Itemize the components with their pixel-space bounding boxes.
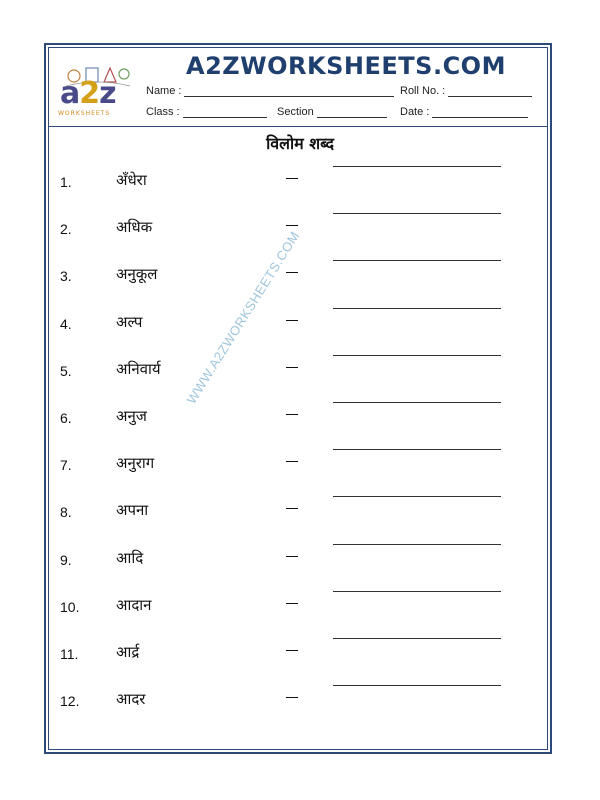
class-field <box>146 106 267 118</box>
answer-blank[interactable] <box>333 638 501 639</box>
dash-separator <box>286 697 298 698</box>
dash-separator <box>286 556 298 557</box>
dash-separator <box>286 414 298 415</box>
list-item <box>0 496 600 526</box>
section-blank[interactable] <box>317 108 387 118</box>
roll-no-blank[interactable] <box>448 87 532 97</box>
header-divider <box>48 126 548 127</box>
watermark: WWW.A2ZWORKSHEETS.COM <box>183 228 303 407</box>
item-number: 10. <box>60 598 80 615</box>
date-label: Date : <box>400 106 430 118</box>
item-number: 12. <box>60 693 80 710</box>
item-number: 5. <box>60 362 72 379</box>
item-word: अल्प <box>116 312 143 331</box>
date-blank[interactable] <box>432 108 528 118</box>
list-item <box>0 166 600 196</box>
worksheet-title: विलोम शब्द <box>266 134 334 153</box>
list-item <box>0 213 600 243</box>
site-title: A2ZWORKSHEETS.COM <box>186 52 506 80</box>
answer-blank[interactable] <box>333 355 501 356</box>
dash-separator <box>286 367 298 368</box>
item-word: अनुज <box>116 407 147 425</box>
item-number: 7. <box>60 457 72 474</box>
item-number: 3. <box>60 268 72 285</box>
item-number: 9. <box>60 551 72 568</box>
class-label: Class : <box>146 106 180 118</box>
list-item <box>0 591 600 621</box>
dash-separator <box>286 272 298 273</box>
item-word: अनुकूल <box>116 265 158 284</box>
dash-separator <box>286 508 298 509</box>
item-number: 2. <box>60 221 72 238</box>
dash-separator <box>286 225 298 226</box>
list-item <box>0 638 600 668</box>
answer-blank[interactable] <box>333 449 501 450</box>
answer-blank[interactable] <box>333 496 501 497</box>
roll-no-label: Roll No. : <box>400 85 446 97</box>
dash-separator <box>286 603 298 604</box>
answer-blank[interactable] <box>333 685 501 686</box>
list-item <box>0 402 600 432</box>
list-item <box>0 308 600 338</box>
item-word: अपना <box>116 501 149 520</box>
item-number: 8. <box>60 504 72 521</box>
answer-blank[interactable] <box>333 213 501 214</box>
list-item <box>0 544 600 574</box>
item-number: 4. <box>60 315 72 332</box>
list-item <box>0 685 600 715</box>
answer-blank[interactable] <box>333 544 501 545</box>
name-blank[interactable] <box>184 87 394 97</box>
item-word: आर्द्र <box>116 643 140 661</box>
item-number: 11. <box>60 646 79 662</box>
class-blank[interactable] <box>183 108 267 118</box>
site-logo <box>56 62 136 124</box>
item-word: अनिवार्य <box>116 359 161 378</box>
item-number: 1. <box>60 174 72 190</box>
answer-blank[interactable] <box>333 308 501 309</box>
answer-blank[interactable] <box>333 402 501 403</box>
item-word: अनुराग <box>116 454 155 473</box>
list-item <box>0 260 600 290</box>
section-label: Section <box>277 106 314 118</box>
item-word: आदि <box>116 548 144 567</box>
dash-separator <box>286 178 298 179</box>
list-item <box>0 449 600 479</box>
list-item <box>0 355 600 385</box>
date-field <box>400 106 528 118</box>
item-number: 6. <box>60 410 72 426</box>
dash-separator <box>286 650 298 651</box>
item-word: आदर <box>116 690 146 709</box>
answer-blank[interactable] <box>333 260 501 261</box>
dash-separator <box>286 461 298 462</box>
item-word: अँधेरा <box>116 171 147 189</box>
roll-no-field <box>400 85 532 97</box>
item-word: आदान <box>116 595 152 614</box>
section-field <box>277 106 387 118</box>
item-word: अधिक <box>116 218 153 237</box>
dash-separator <box>286 320 298 321</box>
answer-blank[interactable] <box>333 591 501 592</box>
name-label: Name : <box>146 85 182 97</box>
logo-mark: a2z <box>60 76 116 111</box>
answer-blank[interactable] <box>333 166 501 167</box>
logo-subtext: WORKSHEETS <box>58 110 111 117</box>
name-field <box>146 85 394 97</box>
